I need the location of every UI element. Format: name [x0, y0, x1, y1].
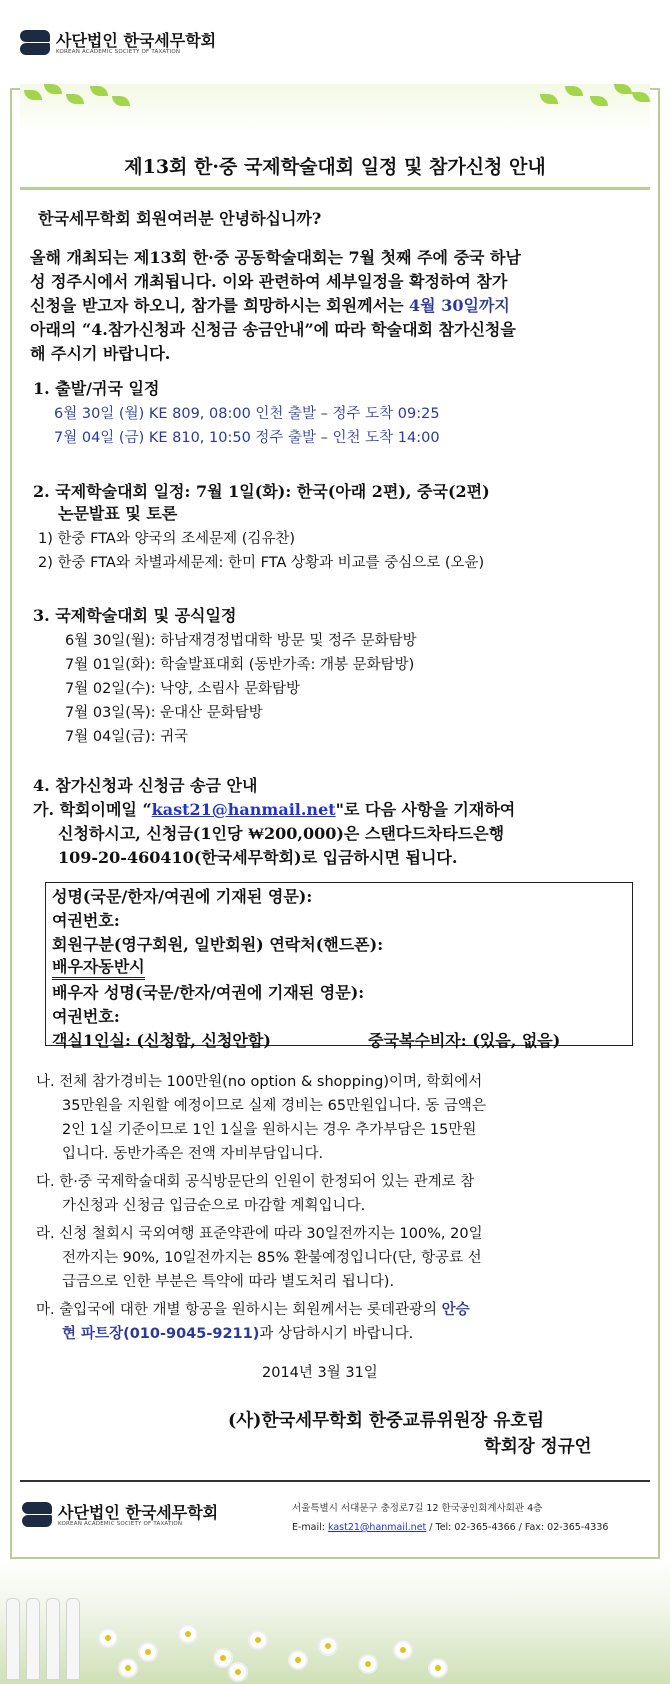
footer-contact: E-mail: kast21@hanmail.net / Tel: 02-365-4366 / Fax: 02-365-4336: [292, 1522, 609, 1533]
footer-email-link[interactable]: kast21@hanmail.net: [328, 1522, 427, 1533]
section2-heading: 2. 국제학술대회 일정: 7월 1일(화): 한국(아래 2편), 중국(2편): [33, 482, 490, 501]
intro-line-4: 아래의 “4.참가신청과 신청금 송금안내”에 따라 학술대회 참가신청을: [30, 320, 516, 339]
section3-heading: 3. 국제학술대회 및 공식일정: [33, 606, 237, 625]
form-name: 성명(국문/한자/여권에 기재된 영문):: [52, 887, 313, 906]
intro-line-2: 성 정주시에서 개최됩니다. 이와 관련하여 세부일정을 확정하여 참가: [30, 272, 508, 291]
section4-ga-line-2: 신청하시고, 신청금(1인당 ₩200,000)은 스탠다드차타드은행: [58, 824, 505, 843]
footer-divider: [20, 1480, 650, 1482]
header-logo: [20, 30, 216, 56]
signature-president: 학회장 정규언: [484, 1437, 592, 1457]
daisy-icon: [395, 1642, 411, 1658]
note-da-2: 가신청과 신청금 입금순으로 마감할 계획입니다.: [62, 1198, 366, 1214]
leaf-icon: [614, 84, 632, 94]
daisy-icon: [180, 1626, 196, 1642]
form-spouse-passport: 여권번호:: [52, 1007, 120, 1026]
leaf-banner: [20, 84, 650, 134]
footer-logo-subtitle: KOREAN ACADEMIC SOCIETY OF TAXATION: [58, 1520, 183, 1527]
note-na-1: 나. 전체 참가경비는 100만원(no option & shopping)이며, 학회에서: [36, 1074, 483, 1090]
fence-post: [26, 1598, 40, 1680]
form-passport: 여권번호:: [52, 911, 120, 930]
intro-line-5: 해 주시기 바랍니다.: [30, 344, 171, 363]
society-logo-icon: [20, 30, 50, 56]
contact-name-highlight: 안승: [441, 1302, 470, 1318]
form-member-type: 회원구분(영구회원, 일반회원) 연락처(핸드폰):: [52, 935, 384, 954]
note-ma-1: 마. 출입국에 대한 개별 항공을 원하시는 회원께서는 롯데관광의 안승: [36, 1302, 470, 1318]
section4-heading: 4. 참가신청과 신청금 송금 안내: [33, 776, 258, 795]
schedule-item: 7월 02일(수): 낙양, 소림사 문화탐방: [65, 681, 301, 697]
daisy-icon: [100, 1630, 116, 1646]
leaf-icon: [24, 90, 42, 100]
fence-post: [66, 1598, 80, 1680]
fence-post: [6, 1598, 20, 1680]
schedule-item: 7월 01일(화): 학술발표대회 (동반가족: 개봉 문화탐방): [65, 657, 415, 673]
footer-logo-name: 사단법인 한국세무학회: [58, 1502, 219, 1522]
signature-committee: (사)한국세무학회 한중교류위원장 유호림: [228, 1411, 545, 1431]
email-link[interactable]: kast21@hanmail.net: [151, 800, 336, 819]
leaf-icon: [590, 96, 608, 106]
leaf-icon: [66, 94, 84, 104]
greeting: 한국세무학회 회원여러분 안녕하십니까?: [38, 209, 322, 228]
title-divider: [20, 187, 650, 190]
daisy-icon: [140, 1644, 156, 1660]
logo-subtitle: KOREAN ACADEMIC SOCIETY OF TAXATION: [56, 48, 181, 55]
leaf-icon: [565, 86, 583, 96]
note-ra-3: 급금으로 인한 부분은 특약에 따라 별도처리 됩니다).: [62, 1274, 395, 1290]
notice-date: 2014년 3월 31일: [262, 1365, 378, 1381]
daisy-icon: [120, 1660, 136, 1676]
society-logo-icon: [22, 1502, 52, 1528]
paper-2: 2) 한중 FTA와 차별과세문제: 한미 FTA 상황과 비교를 중심으로 (오윤): [38, 555, 485, 571]
note-ma-2: 현 파트장(010-9045-9211)과 상담하시기 바랍니다.: [62, 1326, 414, 1342]
schedule-item: 7월 03일(목): 운대산 문화탐방: [65, 705, 263, 721]
leaf-icon: [632, 92, 650, 102]
leaf-icon: [112, 96, 130, 106]
form-china-visa: 중국복수비자: (있음, 없음): [368, 1031, 561, 1050]
fence-post: [46, 1598, 60, 1680]
form-single-room: 객실1인실: (신청함, 신청안함): [52, 1031, 271, 1050]
note-ra-2: 전까지는 90%, 10일전까지는 85% 환불예정입니다(단, 항공료 선: [62, 1250, 482, 1266]
intro-line-3: 신청을 받고자 하오니, 참가를 희망하시는 회원께서는 4월 30일까지: [30, 296, 510, 315]
daisy-icon: [250, 1632, 266, 1648]
section2-subheading: 논문발표 및 토론: [58, 504, 178, 523]
section1-heading: 1. 출발/귀국 일정: [33, 379, 160, 398]
daisy-icon: [430, 1660, 446, 1676]
daisy-icon: [360, 1656, 376, 1672]
deadline-highlight: 4월 30일까지: [409, 296, 510, 315]
form-spouse-name: 배우자 성명(국문/한자/여권에 기재된 영문):: [52, 983, 365, 1002]
footer-address: 서울특별시 서대문구 충정로7길 12 한국공인회계사회관 4층: [292, 1503, 543, 1514]
daisy-icon: [230, 1664, 246, 1680]
note-na-4: 입니다. 동반가족은 전액 자비부담입니다.: [62, 1146, 324, 1162]
schedule-item: 6월 30일(월): 하남재경정법대학 방문 및 정주 문화탐방: [65, 633, 417, 649]
note-na-2: 35만원을 지원할 예정이므로 실제 경비는 65만원입니다. 동 금액은: [62, 1098, 486, 1114]
daisy-icon: [290, 1652, 306, 1668]
leaf-icon: [540, 94, 558, 104]
footer-logo: [22, 1502, 218, 1528]
flight-return: 7월 04일 (금) KE 810, 10:50 정주 출발 – 인천 도착 14:00: [54, 430, 440, 446]
note-ra-1: 라. 신청 철회시 국외여행 표준약관에 따라 30일전까지는 100%, 20일: [36, 1226, 483, 1242]
logo-name: 사단법인 한국세무학회: [56, 30, 217, 50]
paper-1: 1) 한중 FTA와 양국의 조세문제 (김유찬): [38, 531, 296, 547]
leaf-icon: [90, 86, 108, 96]
form-spouse-heading: 배우자동반시: [52, 957, 145, 980]
section4-ga-line-1: 가. 학회이메일 “kast21@hanmail.net"로 다음 사항을 기재하여: [33, 800, 516, 819]
note-na-3: 2인 1실 기준이므로 1인 1실을 원하시는 경우 추가부담은 15만원: [62, 1122, 477, 1138]
section4-ga-line-3: 109-20-460410(한국세무학회)로 입금하시면 됩니다.: [58, 848, 458, 867]
schedule-item: 7월 04일(금): 귀국: [65, 729, 189, 745]
note-da-1: 다. 한·중 국제학술대회 공식방문단의 인원이 한정되어 있는 관계로 참: [36, 1174, 475, 1190]
daisy-icon: [320, 1638, 336, 1654]
leaf-icon: [44, 84, 62, 94]
flower-garden-decoration: [0, 1560, 670, 1684]
flight-outbound: 6월 30일 (월) KE 809, 08:00 인천 출발 – 정주 도착 09:25: [54, 406, 440, 422]
page-title: 제13회 한·중 국제학술대회 일정 및 참가신청 안내: [124, 156, 546, 178]
daisy-icon: [215, 1650, 231, 1666]
contact-phone-highlight: 현 파트장(010-9045-9211): [62, 1326, 260, 1342]
intro-line-1: 올해 개최되는 제13회 한·중 공동학술대회는 7월 첫째 주에 중국 하남: [30, 248, 521, 267]
